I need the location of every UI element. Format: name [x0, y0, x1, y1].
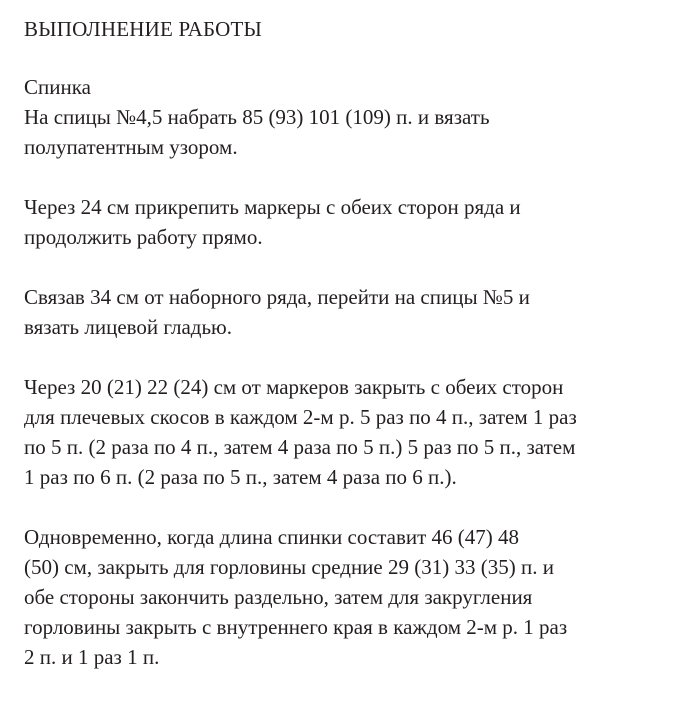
text-line: для плечевых скосов в каждом 2-м р. 5 раз по 4 п., затем 1 раз — [24, 405, 577, 429]
text-line: На спицы №4,5 набрать 85 (93) 101 (109) п. и вязать — [24, 105, 490, 129]
document-page — [24, 14, 674, 702]
paragraph-shoulders — [24, 372, 674, 492]
text-line: (50) см, закрыть для горловины средние 29 (31) 33 (35) п. и — [24, 555, 554, 579]
text-line: Одновременно, когда длина спинки составит 46 (47) 48 — [24, 525, 520, 549]
paragraph-back-intro — [24, 72, 674, 162]
text-line: продолжить работу прямо. — [24, 225, 263, 249]
text-line: полупатентным узором. — [24, 135, 238, 159]
text-line: горловины закрыть с внутреннего края в каждом 2-м р. 1 раз — [24, 615, 568, 639]
text-line: 2 п. и 1 раз 1 п. — [24, 645, 160, 669]
text-line: по 5 п. (2 раза по 4 п., затем 4 раза по 5 п.) 5 раз по 5 п., затем — [24, 435, 576, 459]
paragraph-markers — [24, 192, 674, 252]
text-line: вязать лицевой гладью. — [24, 315, 232, 339]
subheading-back: Спинка — [24, 75, 91, 99]
text-line: обе стороны закончить раздельно, затем для закругления — [24, 585, 533, 609]
paragraph-stockinette — [24, 282, 674, 342]
text-line: Через 20 (21) 22 (24) см от маркеров закрыть с обеих сторон — [24, 375, 564, 399]
text-line: Связав 34 см от наборного ряда, перейти на спицы №5 и — [24, 285, 530, 309]
paragraph-neckline — [24, 522, 674, 672]
section-heading: ВЫПОЛНЕНИЕ РАБОТЫ — [24, 17, 263, 41]
text-line: 1 раз по 6 п. (2 раза по 5 п., затем 4 раза по 6 п.). — [24, 465, 457, 489]
text-line: Через 24 см прикрепить маркеры с обеих сторон ряда и — [24, 195, 521, 219]
